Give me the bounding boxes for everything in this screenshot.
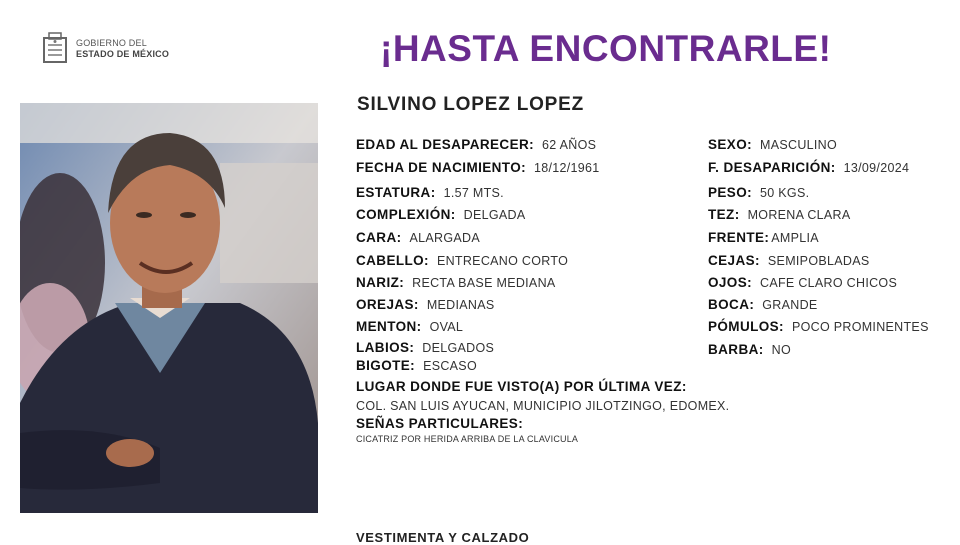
- logo-text: [76, 38, 169, 60]
- last-seen-label: LUGAR DONDE FUE VISTO(A) POR ÚLTIMA VEZ:: [356, 379, 687, 394]
- field-pomulos: [708, 319, 929, 334]
- field-label: PESO:: [708, 185, 753, 200]
- field-label: BOCA:: [708, 297, 755, 312]
- field-label: FECHA DE NACIMIENTO:: [356, 160, 526, 175]
- field-labios: [356, 340, 494, 355]
- field-sexo: [708, 137, 837, 152]
- field-value: ALARGADA: [409, 231, 480, 245]
- field-menton: [356, 319, 463, 334]
- field-value: SEMIPOBLADAS: [767, 254, 870, 268]
- field-value: NO: [771, 343, 792, 357]
- field-edad: [356, 137, 596, 152]
- field-label: MENTON:: [356, 319, 422, 334]
- field-label: OREJAS:: [356, 297, 419, 312]
- field-frente: [708, 230, 819, 245]
- field-cejas: [708, 253, 869, 268]
- field-label: SEXO:: [708, 137, 753, 152]
- field-cabello: [356, 253, 568, 268]
- field-value: GRANDE: [762, 298, 818, 312]
- field-barba: [708, 342, 791, 357]
- government-logo: [40, 32, 169, 66]
- field-label: PÓMULOS:: [708, 319, 784, 334]
- person-name: SILVINO LOPEZ LOPEZ: [357, 94, 585, 115]
- field-bigote: [356, 358, 477, 373]
- field-value: ESCASO: [423, 359, 477, 373]
- field-value: 1.57 MTS.: [443, 186, 504, 200]
- page-headline: ¡HASTA ENCONTRARLE!: [380, 28, 832, 69]
- field-label: TEZ:: [708, 207, 740, 222]
- field-complexion: [356, 207, 526, 222]
- particular-marks-value: CICATRIZ POR HERIDA ARRIBA DE LA CLAVICULA: [356, 434, 579, 444]
- field-fecha-desaparicion: [708, 160, 909, 175]
- field-label: NARIZ:: [356, 275, 405, 290]
- field-value: 62 AÑOS: [542, 138, 597, 152]
- field-value: CAFE CLARO CHICOS: [760, 276, 898, 290]
- particular-marks-label: SEÑAS PARTICULARES:: [356, 416, 524, 431]
- field-peso: [708, 185, 809, 200]
- field-label: LABIOS:: [356, 340, 415, 355]
- field-label: ESTATURA:: [356, 185, 436, 200]
- field-value: DELGADOS: [422, 341, 495, 355]
- field-label: BARBA:: [708, 342, 764, 357]
- field-value: OVAL: [429, 320, 464, 334]
- field-nariz: [356, 275, 556, 290]
- field-value: POCO PROMINENTES: [791, 320, 929, 334]
- logo-line-1: GOBIERNO DEL: [76, 38, 147, 48]
- field-label: FRENTE:: [708, 230, 770, 245]
- field-value: 50 KGS.: [760, 186, 810, 200]
- field-value: RECTA BASE MEDIANA: [412, 276, 556, 290]
- field-value: MASCULINO: [760, 138, 838, 152]
- field-value: MORENA CLARA: [747, 208, 851, 222]
- field-ojos: [708, 275, 897, 290]
- field-value: 18/12/1961: [534, 161, 600, 175]
- field-tez: [708, 207, 851, 222]
- field-label: F. DESAPARICIÓN:: [708, 160, 836, 175]
- field-boca: [708, 297, 818, 312]
- field-label: CABELLO:: [356, 253, 429, 268]
- field-label: BIGOTE:: [356, 358, 416, 373]
- field-estatura: [356, 185, 504, 200]
- last-seen-value: COL. SAN LUIS AYUCAN, MUNICIPIO JILOTZINGO, EDOMEX.: [356, 399, 730, 413]
- field-value: AMPLIA: [771, 231, 819, 245]
- field-cara: [356, 230, 480, 245]
- coat-of-arms-icon: [40, 32, 70, 66]
- field-value: DELGADA: [463, 208, 526, 222]
- field-label: OJOS:: [708, 275, 753, 290]
- field-value: ENTRECANO CORTO: [436, 254, 569, 268]
- field-label: CEJAS:: [708, 253, 760, 268]
- field-label: COMPLEXIÓN:: [356, 207, 456, 222]
- field-label: CARA:: [356, 230, 402, 245]
- logo-line-2: ESTADO DE MÉXICO: [76, 49, 170, 59]
- field-value: 13/09/2024: [843, 161, 910, 175]
- field-label: EDAD AL DESAPARECER:: [356, 137, 535, 152]
- person-photo: [20, 103, 318, 513]
- field-orejas: [356, 297, 495, 312]
- clothing-heading: VESTIMENTA Y CALZADO: [356, 530, 530, 545]
- field-value: MEDIANAS: [426, 298, 495, 312]
- field-fecha-nacimiento: [356, 160, 600, 175]
